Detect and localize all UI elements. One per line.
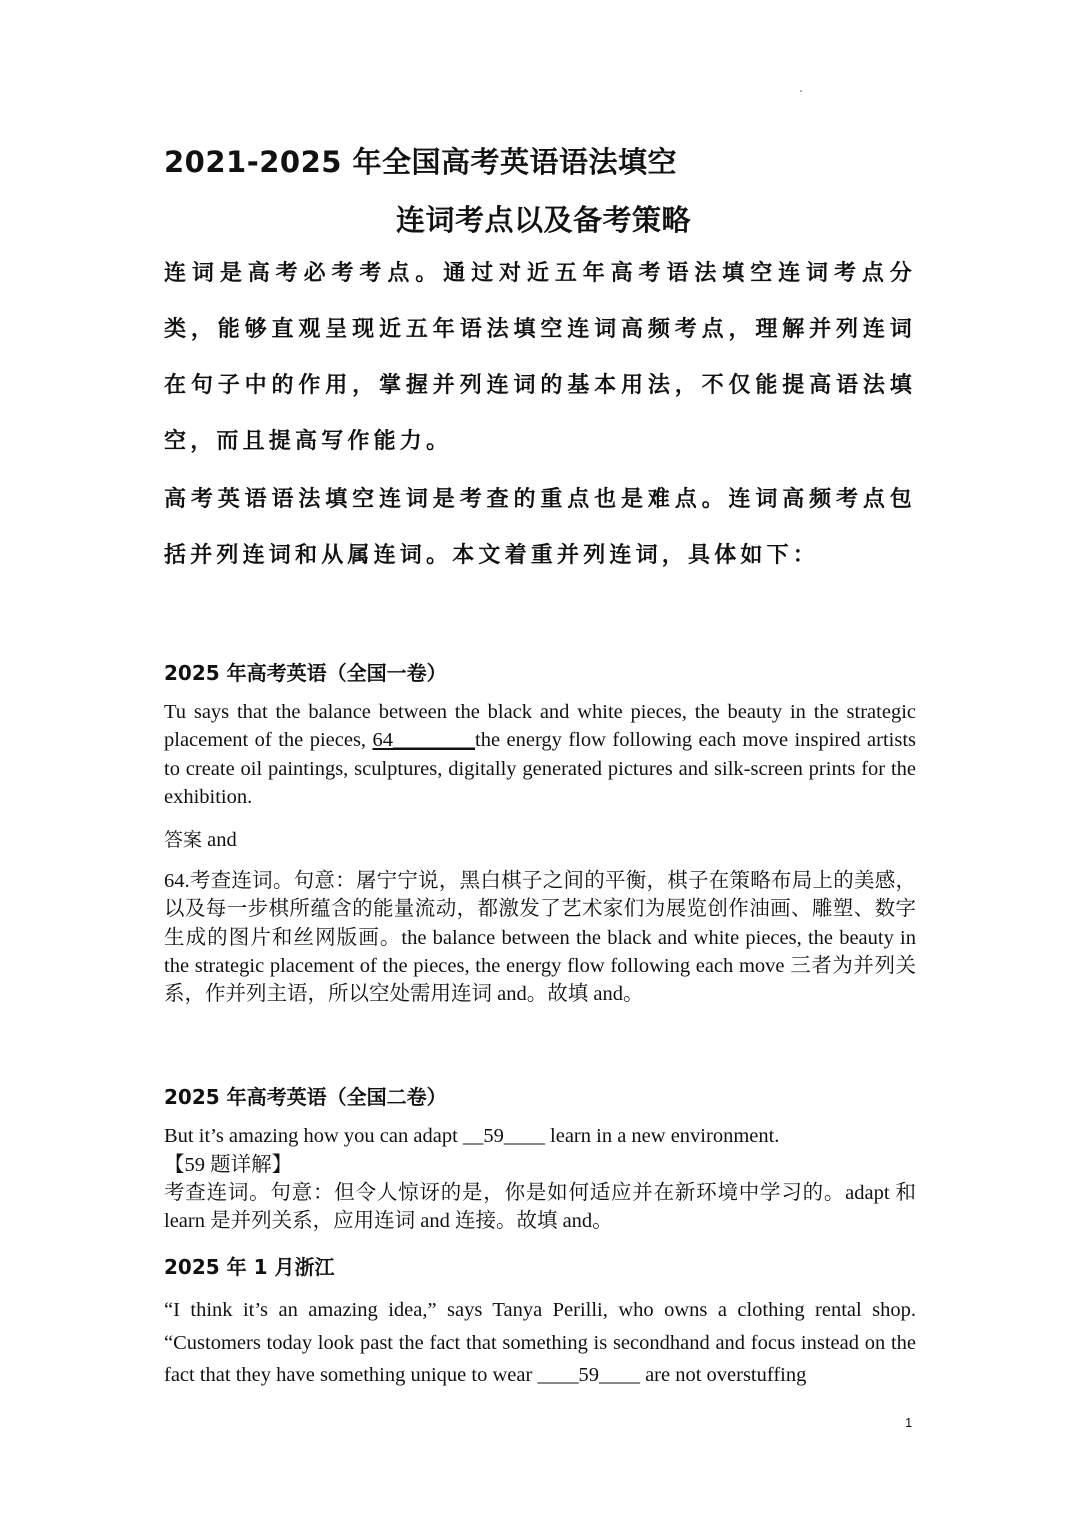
intro-paragraph-2: 高考英语语法填空连词是考查的重点也是难点。连词高频考点包括并列连词和从属连词。本文着重并列连词，具体如下： <box>164 486 916 568</box>
section-heading-national-2: 2025 年高考英语（全国二卷） <box>164 1085 447 1109</box>
question-text-after: are not overstuffing <box>639 1364 807 1386</box>
question-text-before: Tu says that the balance between the black and white pieces, the beauty in the strategic placement of the pieces, <box>164 701 916 752</box>
question-paragraph-zhejiang-59 <box>164 1294 916 1392</box>
scan-mark <box>800 90 802 92</box>
explanation-59: 考查连词。句意：但令人惊讶的是，你是如何适应并在新环境中学习的。adapt 和 learn 是并列关系，应用连词 and 连接。故填 and。 <box>164 1182 916 1233</box>
page-title-line2: 连词考点以及备考策略 <box>396 203 692 237</box>
section-heading-zhejiang: 2025 年 1 月浙江 <box>164 1255 335 1279</box>
blank-59: __59____ <box>462 1125 545 1147</box>
question-paragraph-64 <box>164 698 916 811</box>
page-number: 1 <box>905 1415 913 1430</box>
blank-zhejiang-59: ____59____ <box>537 1364 640 1386</box>
detail-label-59: 【59 题详解】 <box>164 1154 293 1176</box>
question-text-before: “I think it’s an amazing idea,” says Tanya Perilli, who owns a clothing rental shop. “Customers today look past the fact that something is secondhand and focus instead on the fact that they have something unique to wear <box>164 1299 916 1386</box>
section-heading-national-1: 2025 年高考英语（全国一卷） <box>164 661 447 685</box>
answer-value: and <box>202 829 237 851</box>
intro-paragraph-1: 连词是高考必考考点。通过对近五年高考语法填空连词考点分类，能够直观呈现近五年语法填空连词高频考点，理解并列连词在句子中的作用，掌握并列连词的基本用法，不仅能提高语法填空，而且提高写作能力。 <box>164 260 916 454</box>
question-text-before: But it’s amazing how you can adapt <box>164 1125 463 1147</box>
question-text-after: learn in a new environment. <box>544 1125 780 1147</box>
question-paragraph-59 <box>164 1122 916 1150</box>
answer-line <box>164 825 916 855</box>
explanation-64: 64.考查连词。句意：屠宁宁说，黑白棋子之间的平衡，棋子在策略布局上的美感，以及每一步棋所蕴含的能量流动，都激发了艺术家们为展览创作油画、雕塑、数字生成的图片和丝网版画。the balance between the black and white pieces, the beauty in the strategic placement of the pieces, the energy flow following each move 三者为并列关系，作并列主语，所以空处需用连词 and。故填 and。 <box>164 870 916 1006</box>
blank-64: 64________ <box>372 729 475 752</box>
answer-label: 答案 <box>164 829 203 851</box>
page-title-line1: 2021-2025 年全国高考英语语法填空 <box>164 145 678 179</box>
question-text-after: the energy flow following each move inspired artists to create oil paintings, sculptures, digitally generated pictures and silk-screen prints for the exhibition. <box>164 729 916 808</box>
